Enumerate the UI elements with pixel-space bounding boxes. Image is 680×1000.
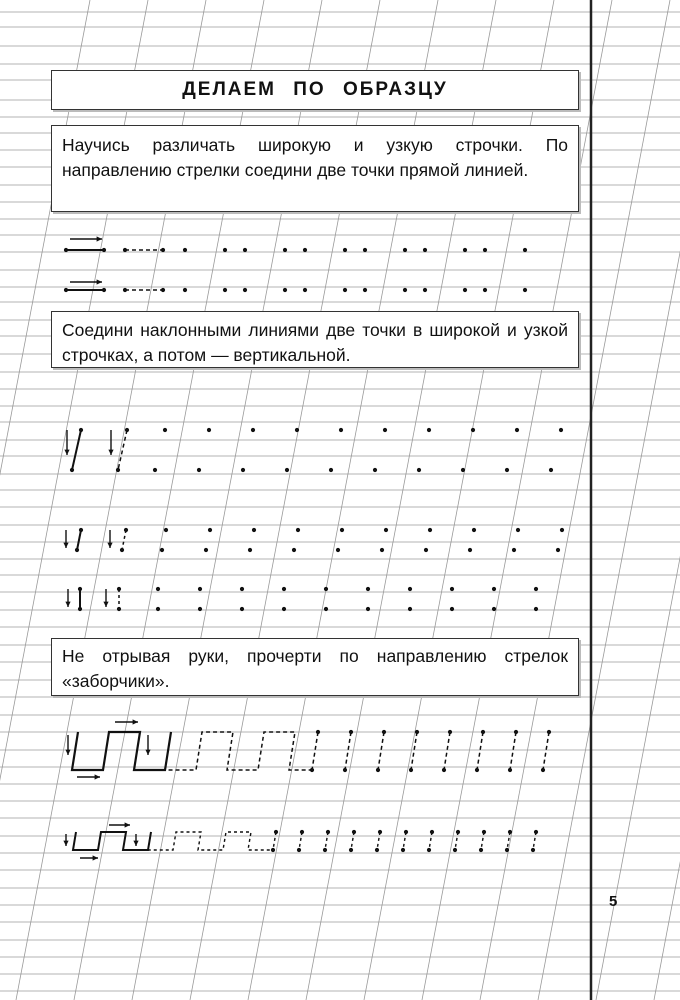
dot <box>349 848 353 852</box>
fence-post-dashed <box>403 832 406 850</box>
dot <box>534 830 538 834</box>
dashed-sample <box>118 430 127 470</box>
arrow-head <box>103 602 108 607</box>
dot <box>336 548 340 552</box>
fence-post-dashed <box>533 832 536 850</box>
dot <box>468 548 472 552</box>
dot <box>223 288 227 292</box>
dot <box>78 587 82 591</box>
dot <box>514 730 518 734</box>
dot <box>271 848 275 852</box>
dot <box>64 248 68 252</box>
sample-line <box>72 430 81 470</box>
dot <box>559 428 563 432</box>
dot <box>475 768 479 772</box>
dot <box>461 468 465 472</box>
dot <box>376 768 380 772</box>
dot <box>161 288 165 292</box>
dot <box>295 428 299 432</box>
dot <box>363 288 367 292</box>
dot <box>248 548 252 552</box>
arrow-head <box>133 719 138 724</box>
arrow-head <box>64 450 69 455</box>
dot <box>380 548 384 552</box>
dot <box>450 587 454 591</box>
dot <box>508 830 512 834</box>
dot <box>251 428 255 432</box>
dot <box>403 288 407 292</box>
dot <box>483 248 487 252</box>
dot <box>310 768 314 772</box>
fence-post-dashed <box>377 832 380 850</box>
arrow-head <box>65 750 70 755</box>
dot <box>123 288 127 292</box>
dot <box>483 288 487 292</box>
dot <box>117 607 121 611</box>
dot <box>512 548 516 552</box>
dot <box>156 607 160 611</box>
dot <box>349 730 353 734</box>
dot <box>285 468 289 472</box>
dot <box>316 730 320 734</box>
dot <box>252 528 256 532</box>
arrow-head <box>125 822 130 827</box>
dot <box>160 548 164 552</box>
arrow-head <box>108 450 113 455</box>
task-3-instruction: Не отрывая руки, прочерти по направлению стрелок «заборчики». <box>51 638 579 696</box>
dot <box>120 548 124 552</box>
dot <box>482 830 486 834</box>
dot <box>102 288 106 292</box>
dot <box>450 607 454 611</box>
fence-post-dashed <box>345 732 351 770</box>
dot <box>197 468 201 472</box>
dot <box>198 587 202 591</box>
dot <box>297 848 301 852</box>
arrow-head <box>65 602 70 607</box>
dot <box>282 607 286 611</box>
fence-post-dashed <box>325 832 328 850</box>
arrow-head <box>97 279 102 284</box>
dot <box>343 768 347 772</box>
dashed-sample <box>122 530 126 550</box>
dot <box>296 528 300 532</box>
dot <box>343 248 347 252</box>
arrow-head <box>95 774 100 779</box>
dot <box>442 768 446 772</box>
page-number: 5 <box>609 893 618 910</box>
dot <box>556 548 560 552</box>
dot <box>243 248 247 252</box>
page-title: ДЕЛАЕМ ПО ОБРАЗЦУ <box>51 70 579 110</box>
fence-post-dashed <box>510 732 516 770</box>
dot <box>428 528 432 532</box>
fence-post-dashed <box>299 832 302 850</box>
dot <box>415 730 419 734</box>
dot <box>453 848 457 852</box>
dot <box>223 248 227 252</box>
dot <box>102 248 106 252</box>
dot <box>424 548 428 552</box>
dot <box>198 607 202 611</box>
dot <box>492 607 496 611</box>
dot <box>403 248 407 252</box>
dot <box>479 848 483 852</box>
dot <box>240 587 244 591</box>
task-1-instruction: Научись различать широкую и узкую строчки. По направлению стрелки соедини две точки прямой линией. <box>51 125 579 212</box>
dot <box>123 248 127 252</box>
dot <box>163 428 167 432</box>
dot <box>274 830 278 834</box>
dot <box>161 248 165 252</box>
dot <box>300 830 304 834</box>
dot <box>534 587 538 591</box>
dot <box>207 428 211 432</box>
dot <box>282 587 286 591</box>
dot <box>339 428 343 432</box>
dot <box>183 248 187 252</box>
dot <box>523 248 527 252</box>
dot <box>560 528 564 532</box>
dot <box>240 607 244 611</box>
fence-post-dashed <box>429 832 432 850</box>
dot <box>117 587 121 591</box>
dot <box>183 288 187 292</box>
arrow-head <box>63 543 68 548</box>
dot <box>472 528 476 532</box>
fence-post-dashed <box>273 832 276 850</box>
dot <box>64 288 68 292</box>
dot <box>404 830 408 834</box>
dot <box>541 768 545 772</box>
dot <box>492 587 496 591</box>
dot <box>164 528 168 532</box>
dot <box>156 587 160 591</box>
fence-dashed <box>165 732 312 770</box>
dot <box>366 587 370 591</box>
dot <box>204 548 208 552</box>
arrow-head <box>97 236 102 241</box>
dot <box>382 730 386 734</box>
dot <box>125 428 129 432</box>
dot <box>531 848 535 852</box>
dot <box>378 830 382 834</box>
dot <box>243 288 247 292</box>
fence-post-dashed <box>477 732 483 770</box>
dot <box>505 848 509 852</box>
dot <box>79 428 83 432</box>
fence-sample <box>73 832 151 850</box>
dot <box>153 468 157 472</box>
dot <box>78 607 82 611</box>
dot <box>79 528 83 532</box>
dot <box>303 248 307 252</box>
dot <box>384 528 388 532</box>
dot <box>401 848 405 852</box>
dot <box>481 730 485 734</box>
dot <box>516 528 520 532</box>
dot <box>523 288 527 292</box>
dot <box>427 428 431 432</box>
fence-dashed <box>148 832 270 850</box>
dot <box>423 248 427 252</box>
arrow-head <box>93 855 98 860</box>
arrow-head <box>63 841 68 846</box>
dot <box>515 428 519 432</box>
dot <box>329 468 333 472</box>
dot <box>241 468 245 472</box>
fence-post-dashed <box>444 732 450 770</box>
dot <box>352 830 356 834</box>
fence-post-dashed <box>351 832 354 850</box>
fence-post-dashed <box>312 732 318 770</box>
fence-post-dashed <box>378 732 384 770</box>
dot <box>323 848 327 852</box>
dot <box>463 248 467 252</box>
dot <box>430 830 434 834</box>
dot <box>343 288 347 292</box>
dot <box>340 528 344 532</box>
dot <box>423 288 427 292</box>
dot <box>324 607 328 611</box>
dot <box>456 830 460 834</box>
dot <box>124 528 128 532</box>
dot <box>547 730 551 734</box>
dot <box>292 548 296 552</box>
arrow-head <box>107 543 112 548</box>
dot <box>417 468 421 472</box>
dot <box>75 548 79 552</box>
fence-post-dashed <box>481 832 484 850</box>
dot <box>508 768 512 772</box>
dot <box>505 468 509 472</box>
dot <box>427 848 431 852</box>
dot <box>283 248 287 252</box>
dot <box>303 288 307 292</box>
dot <box>534 607 538 611</box>
arrow-head <box>145 750 150 755</box>
dot <box>283 288 287 292</box>
dot <box>366 607 370 611</box>
dot <box>363 248 367 252</box>
arrow-head <box>133 841 138 846</box>
fence-post-dashed <box>507 832 510 850</box>
dot <box>549 468 553 472</box>
dot <box>375 848 379 852</box>
dot <box>408 607 412 611</box>
dot <box>463 288 467 292</box>
dot <box>408 587 412 591</box>
dot <box>448 730 452 734</box>
dot <box>324 587 328 591</box>
task-2-instruction: Соедини наклонными линиями две точки в широкой и узкой строчках, а потом — вертикальной. <box>51 311 579 368</box>
dot <box>471 428 475 432</box>
dot <box>373 468 377 472</box>
fence-post-dashed <box>543 732 549 770</box>
sample-line <box>77 530 81 550</box>
dot <box>409 768 413 772</box>
dot <box>70 468 74 472</box>
fence-post-dashed <box>455 832 458 850</box>
dot <box>208 528 212 532</box>
dot <box>383 428 387 432</box>
dot <box>326 830 330 834</box>
dot <box>116 468 120 472</box>
